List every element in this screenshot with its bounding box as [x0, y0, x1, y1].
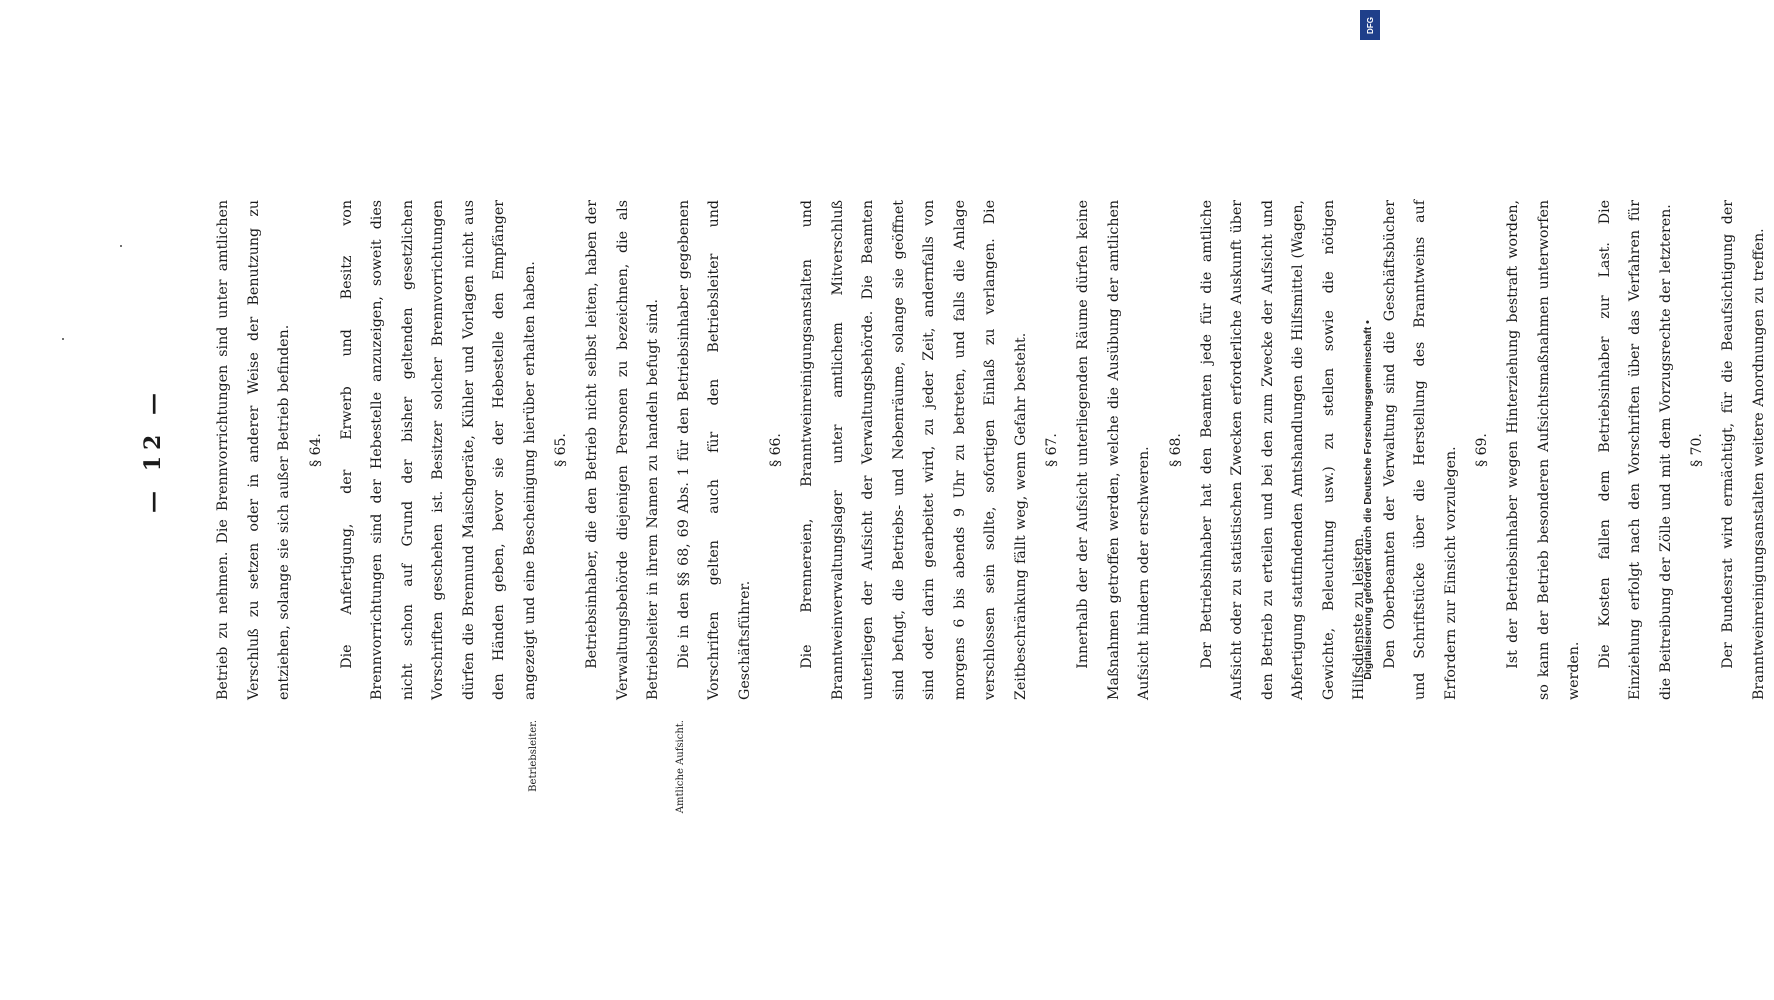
paragraph: Betrieb zu nehmen. Die Brennvorrichtungen sind unter amtlichen Verschluß zu setzen oder in anderer Weise der Benutzung zu entziehen, solange sie sich außer Betrieb befinden. [214, 200, 292, 700]
digitization-credit [1355, 10, 1381, 990]
credit-text: Digitalisierung gefördert durch die Deutsche Forschungsgemeinschaft • [1362, 320, 1374, 680]
scan-speck [120, 245, 122, 247]
paragraph: Den Oberbeamten der Verwaltung sind die Geschäftsbücher und Schriftstücke über die Herstellung des Branntweins auf Erfordern zur Einsicht vorzulegen. [1381, 200, 1458, 700]
section-heading: § 65. [552, 433, 569, 467]
paragraph: Die Brennereien, Branntweinreinigungsanstalten und Branntweinverwaltungslager unter amtlichem Mitverschluß unterliegen der Aufsicht der Verwaltungsbehörde. Die Beamten sind befugt, die Betriebs- und Nebenräume, solange sie geöffnet sind oder darin gearbeitet wird, zu jeder Zeit, andernfalls von morgens 6 bis abends 9 Uhr zu betreten, und falls die Anlage verschlossen sein sollte, sofortigen Einlaß zu verlangen. Die Zeitbeschränkung fällt weg, wenn Gefahr besteht. [798, 200, 1028, 700]
page-number: — 12 — [139, 387, 166, 513]
section-heading: § 67. [1043, 433, 1060, 467]
paragraph: Ist der Betriebsinhaber wegen Hinterziehung bestraft worden, so kann der Betrieb besonderen Aufsichtsmaßnahmen unterworfen werden. [1504, 200, 1582, 700]
paragraph: Betriebsinhaber, die den Betrieb nicht selbst leiten, haben der Verwaltungsbehörde diejenigen Personen zu bezeichnen, die als Betriebsleiter in ihrem Namen zu handeln befugt sind. [583, 200, 661, 700]
section-heading: § 64. [307, 433, 323, 467]
section-heading: § 66. [767, 433, 784, 467]
scan-speck [62, 338, 64, 340]
paragraph: Die Anfertigung, der Erwerb und Besitz von Brennvorrichtungen sind der Hebestelle anzuzeigen, soweit dies nicht schon auf Grund der bisher geltenden gesetzlichen Vorschriften geschehen ist. Besitzer solcher Brennvorrichtungen dürfen die Brennund Maischgeräte, Kühler und Vorlagen nicht aus den Händen geben, bevor sie der Hebestelle den Empfänger angezeigt und eine Bescheinigung hierüber erhalten haben. [338, 200, 537, 700]
body-text [208, 200, 1774, 700]
paragraph: Die Kosten fallen dem Betriebsinhaber zur Last. Die Einziehung erfolgt nach den Vorschriften über das Verfahren für die Beitreibung der Zölle und mit dem Vorzugsrechte der letzteren. [1596, 200, 1673, 700]
dfg-logo: DFG [1360, 10, 1380, 40]
margin-note-betriebsleiter: Betriebsleiter. [527, 720, 539, 792]
margin-note-amtliche-aufsicht: Amtliche Aufsicht. [674, 720, 686, 814]
section-heading: § 69. [1473, 433, 1490, 467]
section-heading: § 68. [1167, 433, 1183, 467]
section-heading: § 70. [1688, 433, 1705, 467]
paragraph: Die in den §§ 68, 69 Abs. 1 für den Betriebsinhaber gegebenen Vorschriften gelten auch für den Betriebsleiter und Geschäftsführer. [675, 200, 752, 700]
paragraph: Der Bundesrat wird ermächtigt, für die Beaufsichtigung der Branntweinreinigungsanstalten weitere Anordnungen zu treffen. [1719, 200, 1766, 700]
paragraph: Der Betriebsinhaber hat den Beamten jede für die amtliche Aufsicht oder zu statistischen Zwecken erforderliche Auskunft über den Betrieb zu erteilen und bei den zum Zwecke der Aufsicht und Abfertigung stattfindenden Amtshandlungen die Hilfsmittel (Wagen, Gewichte, Beleuchtung usw.) zu stellen sowie die nötigen Hilfsdienste zu leisten. [1198, 200, 1367, 700]
paragraph: Innerhalb der der Aufsicht unterliegenden Räume dürfen keine Maßnahmen getroffen werden, welche die Ausübung der amtlichen Aufsicht hindern oder erschweren. [1074, 200, 1152, 700]
